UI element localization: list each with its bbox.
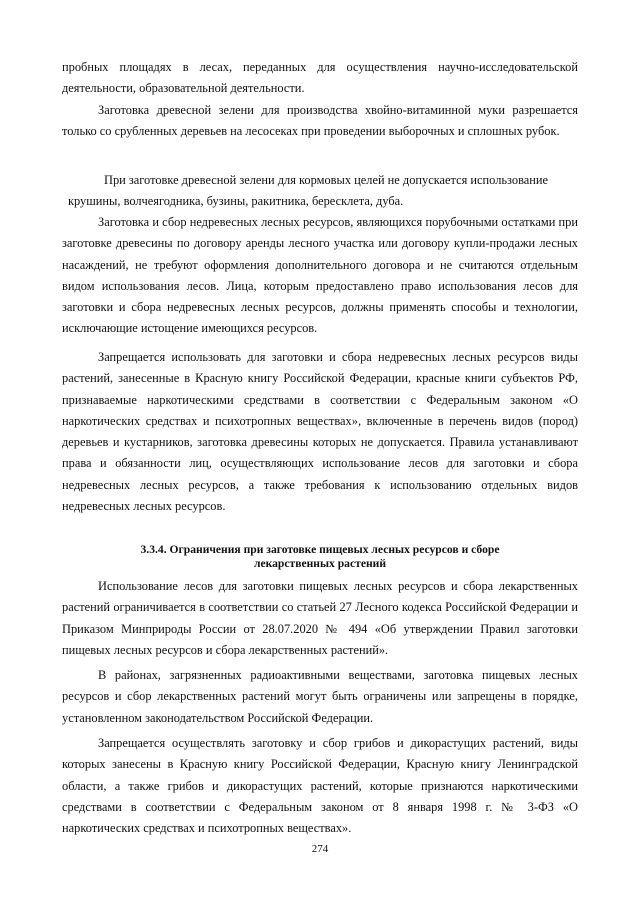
section-heading-line-2: лекарственных растений <box>253 556 387 570</box>
paragraph-3: При заготовке древесной зелени для кормовых целей не допускается использование крушины, волчеягодника, бузины, ракитника, бересклета, дуба. <box>68 173 549 209</box>
paragraph-2: Заготовка древесной зелени для производства хвойно-витаминной муки разрешается только со срубленных деревьев на лесосеках при проведении выборочных и сплошных рубок. <box>62 103 578 139</box>
paragraph-7: В районах, загрязненных радиоактивными веществами, заготовка пищевых лесных ресурсов и сбор лекарственных растений могут быть ограничены или запрещены в порядке, установленном законодательством Российской Федерации. <box>62 668 578 725</box>
page-number: 274 <box>311 843 329 855</box>
paragraph-8: Запрещается осуществлять заготовку и сбор грибов и дикорастущих растений, виды которых занесены в Красную книгу Российской Федерации, Красную книгу Ленинградской области, а также грибов и дикорастущих растений, которые признаются наркотическими средствами в соответствии с Федеральным законом от 8 января 1998 г. № 3-ФЗ «О наркотических средствах и психотропных веществах». <box>62 736 578 836</box>
paragraph-5: Запрещается использовать для заготовки и сбора недревесных лесных ресурсов виды растений, занесенные в Красную книгу Российской Федерации, красные книги субъектов РФ, признаваемые наркотическими средствами в соответствии с Федеральным законом «О наркотических средствах и психотропных веществах», включенные в перечень видов (пород) деревьев и кустарников, заготовка древесины которых не допускается. Правила устанавливают права и обязанности лиц, осуществляющих использование лесов для заготовки и сбора недревесных лесных ресурсов, а также требования к использованию отдельных видов недревесных лесных ресурсов. <box>62 350 578 514</box>
section-heading <box>62 543 578 570</box>
paragraph-6: Использование лесов для заготовки пищевых лесных ресурсов и сбора лекарственных растений ограничивается в соответствии со статьей 27 Лесного кодекса Российской Федерации и Приказом Минприроды России от 28.07.2020 № 494 «Об утверждении Правил заготовки пищевых лесных ресурсов и сбора лекарственных растений». <box>62 579 578 657</box>
paragraph-1: пробных площадях в лесах, переданных для осуществления научно-исследовательской деятельности, образовательной деятельности. <box>62 60 578 96</box>
paragraph-4: Заготовка и сбор недревесных лесных ресурсов, являющихся порубочными остатками при заготовке древесины по договору аренды лесного участка или договору купли-продажи лесных насаждений, не требуют оформления дополнительного договора и не считаются отдельным видом использования лесов. Лица, которым предоставлено право использования лесов для заготовки и сбора недревесных лесных ресурсов, должны применять способы и технологии, исключающие истощение имеющихся ресурсов. <box>62 215 578 336</box>
section-heading-line-1: 3.3.4. Ограничения при заготовке пищевых лесных ресурсов и сборе <box>140 543 500 556</box>
